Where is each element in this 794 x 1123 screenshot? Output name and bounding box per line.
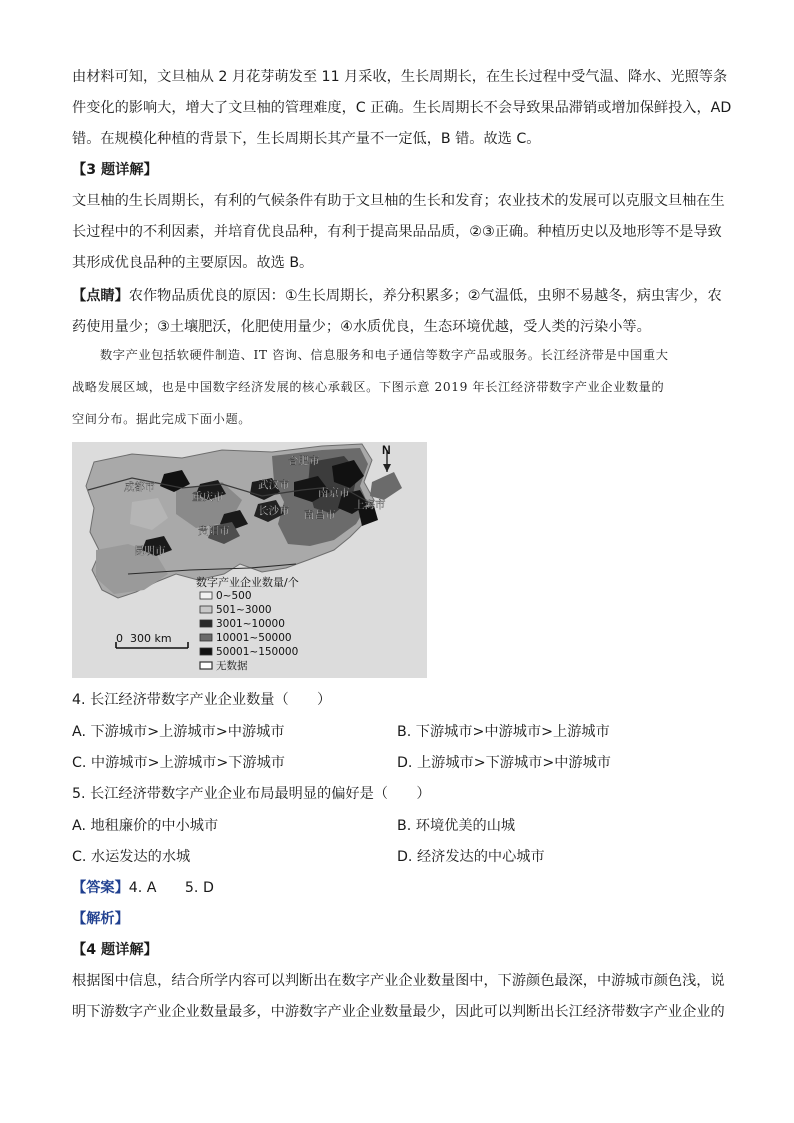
legend-swatch-5 [200, 648, 212, 655]
legend-swatch-4 [200, 634, 212, 641]
legend-swatch-3 [200, 620, 212, 627]
legend-swatch-2 [200, 606, 212, 613]
legend-label-5: 50001~150000 [216, 646, 299, 658]
city-label-kunming: 昆明市 [134, 545, 166, 557]
legend-swatch-1 [200, 592, 212, 599]
q4-option-d: D. 上游城市>下游城市>中游城市 [397, 755, 611, 771]
q5-option-d: D. 经济发达的中心城市 [397, 849, 545, 865]
comment-text-1: 农作物品质优良的原因：①生长周期长，养分积累多；②气温低，虫卵不易越冬，病虫害少，农 [128, 288, 722, 304]
legend-label-1: 0~500 [216, 590, 252, 602]
comment-heading: 【点睛】 [72, 288, 129, 304]
analysis-prev-line-3: 错。在规模化种植的背景下，生长周期长其产量不一定低，B 错。故选 C。 [72, 131, 541, 147]
q4-option-a: A. 下游城市>上游城市>中游城市 [72, 724, 285, 740]
north-label: N [382, 443, 391, 457]
legend-swatch-6 [200, 662, 212, 669]
city-label-shanghai: 上海市 [354, 499, 386, 511]
q5-option-b: B. 环境优美的山城 [397, 818, 516, 834]
q4-stem: 4. 长江经济带数字产业企业数量（ ） [72, 692, 332, 708]
q3-detail-heading: 【3 题详解】 [72, 162, 158, 178]
q4-option-b: B. 下游城市>中游城市>上游城市 [397, 724, 610, 740]
city-label-nanchang: 南昌市 [304, 509, 336, 521]
q5-stem: 5. 长江经济带数字产业企业布局最明显的偏好是（ ） [72, 786, 431, 802]
legend-label-4: 10001~50000 [216, 632, 292, 644]
q5-option-a: A. 地租廉价的中小城市 [72, 818, 219, 834]
map-svg [72, 442, 427, 678]
city-label-chengdu: 成都市 [124, 481, 156, 493]
city-label-hefei: 合肥市 [288, 455, 320, 467]
analysis-prev-line-2: 件变化的影响大，增大了文旦柚的管理难度，C 正确。生长周期长不会导致果品滞销或增加保鲜投入，AD [72, 100, 732, 116]
comment-line-2: 药使用量少；③土壤肥沃，化肥使用量少；④水质优良，生态环境优越，受人类的污染小等。 [72, 319, 651, 335]
analysis-prev-line-1: 由材料可知，文旦柚从 2 月花芽萌发至 11 月采收，生长周期长，在生长过程中受气温、降水、光照等条 [72, 69, 728, 85]
q3-detail-line-2: 长过程中的不利因素，并培育优良品种，有利于提高果品品质，②③正确。种植历史以及地形等不是导致 [72, 224, 722, 240]
answer-heading: 【答案】 [72, 880, 129, 896]
comment-line-1 [72, 281, 722, 312]
city-label-guiyang: 贵阳市 [198, 525, 230, 537]
material-line-3: 空间分布。据此完成下面小题。 [72, 412, 252, 426]
yangtze-map-figure [72, 442, 427, 678]
city-label-changsha: 长沙市 [258, 505, 290, 517]
q4-detail-line-2: 明下游数字产业企业数量最多，中游数字产业企业数量最少，因此可以判断出长江经济带数字产业企业的 [72, 1004, 725, 1020]
legend-label-3: 3001~10000 [216, 618, 285, 630]
city-label-nanjing: 南京市 [318, 487, 350, 499]
city-label-wuhan: 武汉市 [258, 479, 290, 491]
legend-label-2: 501~3000 [216, 604, 272, 616]
city-label-chongqing: 重庆市 [192, 491, 224, 503]
answer-text: 4. A 5. D [128, 880, 214, 896]
q3-detail-line-1: 文旦柚的生长周期长，有利的气候条件有助于文旦柚的生长和发育；农业技术的发展可以克服文旦柚在生 [72, 193, 725, 209]
legend-title: 数字产业企业数量/个 [196, 576, 299, 589]
q4-option-c: C. 中游城市>上游城市>下游城市 [72, 755, 285, 771]
q3-detail-line-3: 其形成优良品种的主要原因。故选 B。 [72, 255, 314, 271]
q4-detail-heading: 【4 题详解】 [72, 942, 158, 958]
q5-option-c: C. 水运发达的水城 [72, 849, 191, 865]
analysis-heading: 【解析】 [72, 911, 129, 927]
material-line-2: 战略发展区域，也是中国数字经济发展的核心承载区。下图示意 2019 年长江经济带数字产业企业数量的 [72, 380, 665, 394]
q4-detail-line-1: 根据图中信息，结合所学内容可以判断出在数字产业企业数量图中，下游颜色最深，中游城市颜色浅，说 [72, 973, 725, 989]
material-line-1: 数字产业包括软硬件制造、IT 咨询、信息服务和电子通信等数字产品或服务。长江经济带是中国重大 [100, 348, 669, 362]
legend-label-6: 无数据 [216, 660, 248, 672]
scale-label: 0 300 km [116, 632, 172, 645]
answer-line [72, 878, 214, 898]
